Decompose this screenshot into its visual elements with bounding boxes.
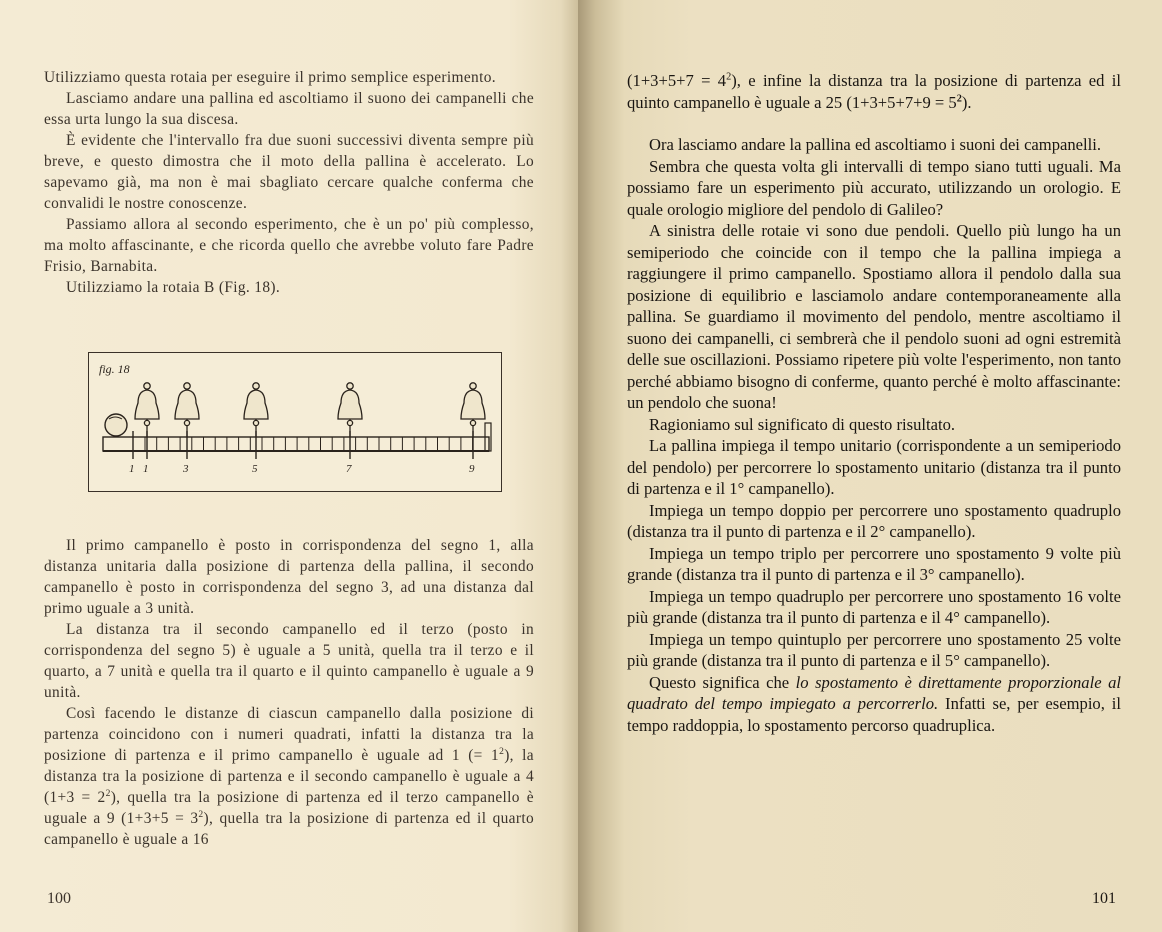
text-run: (1+3+5+7 = 4 xyxy=(627,71,727,90)
left-paragraph: La distanza tra il secondo campanello ed il terzo (posto in corrispondenza del segno 5) è uguale a 5 unità, quella tra il terzo e il quarto, a 7 unità e quella tra il quarto e il quinto campanello è uguale a 9 unità. xyxy=(44,621,534,701)
page-number-left: 100 xyxy=(47,890,71,907)
bell-icon xyxy=(175,383,199,437)
left-paragraph: Utilizziamo la rotaia B (Fig. 18). xyxy=(66,279,281,296)
figure-label: fig. 18 xyxy=(99,362,130,376)
rail-diagram xyxy=(89,353,501,491)
text-run: Così facendo le distanze di ciascun campanello dalla posizione di partenza coincidono con i numeri quadrati, infatti la distanza tra la posizione di partenza e il primo campanello è uguale ad 1 (= 1 xyxy=(44,705,534,764)
superscript: 2 xyxy=(726,71,732,83)
right-paragraph: Ragioniamo sul significato di questo risultato. xyxy=(649,414,956,434)
tick-label: 3 xyxy=(183,463,189,475)
tick-label: 9 xyxy=(469,463,475,475)
left-paragraph: Passiamo allora al secondo esperimento, che è un po' più complesso, ma molto affascinante, e che ricorda quello che avrebbe voluto fare Padre Frisio, Barnabita. xyxy=(44,216,534,275)
text-run: ), quella tra la posizione di partenza ed il terzo campanello è uguale a 9 (1+3+5 = 3 xyxy=(44,789,534,827)
right-paragraph-squares xyxy=(627,70,1121,113)
left-paragraph: È evidente che l'intervallo fra due suoni successivi diventa sempre più breve, e questo dimostra che il moto della pallina è accelerato. Lo sapevamo già, ma non è mai sbagliato cercare qualche conferma che convalidi le nostre conoscenze. xyxy=(44,132,534,212)
tick-label: 1 xyxy=(129,463,135,475)
right-paragraph: Impiega un tempo quadruplo per percorrere uno spostamento 16 volte più grande (distanza tra il punto di partenza e il 4° campanello). xyxy=(627,586,1121,627)
superscript: 2 xyxy=(198,808,204,820)
paragraph-gap xyxy=(627,113,1121,134)
right-paragraph-conclusion xyxy=(627,672,1121,737)
left-paragraph: Il primo campanello è posto in corrispondenza del segno 1, alla distanza unitaria dalla posizione di partenza della pallina, il secondo campanello è posto in corrispondenza del segno 3, ad una distanza dal primo uguale a 3 unità. xyxy=(44,537,534,617)
right-text xyxy=(627,70,1121,736)
left-paragraph-squares xyxy=(44,703,534,850)
right-paragraph: Impiega un tempo triplo per percorrere uno spostamento 9 volte più grande (distanza tra il punto di partenza e il 3° campanello). xyxy=(627,543,1121,584)
rail-segments xyxy=(145,437,473,451)
text-run: ), la distanza tra la posizione di partenza e il secondo campanello è uguale a 4 (1+3 = 2 xyxy=(44,747,534,806)
right-paragraph: Ora lasciamo andare la pallina ed ascoltiamo i suoni dei campanelli. xyxy=(649,135,1102,154)
bells xyxy=(135,383,485,437)
left-paragraph: Lasciamo andare una pallina ed ascoltiamo il suono dei campanelli che essa urta lungo la sua discesa. xyxy=(44,90,534,128)
figure-18 xyxy=(88,352,502,492)
tick-marks xyxy=(133,431,473,459)
tick-label: 5 xyxy=(252,463,258,475)
text-run: ), e infine la distanza tra la posizione di partenza ed il quinto campanello è uguale a 25 (1+3+5+7+9 = 5 xyxy=(627,71,1121,112)
superscript: 2 xyxy=(499,745,505,757)
page-number-right: 101 xyxy=(1092,890,1116,907)
bell-icon xyxy=(244,383,268,437)
superscript: 2 xyxy=(105,787,111,799)
right-paragraph: A sinistra delle rotaie vi sono due pendoli. Quello più lungo ha un semiperiodo che coincide con il tempo che la pallina impiega a raggiungere il primo campanello. Spostiamo allora il pendolo dalla sua posizione di equilibrio e lasciamolo andare contemporaneamente alla pallina. Se guardiamo il movimento del pendolo, mentre ascoltiamo il suono dei campanelli, ci sembrerà che il pendolo suoni ad ogni estremità delle sue oscillazioni. Possiamo ripetere più volte l'esperimento, non tanto perché abbiamo bisogno di conferme, quanto perché è molto affascinante: un pendolo che suona! xyxy=(627,221,1121,412)
right-paragraph: La pallina impiega il tempo unitario (corrispondente a un semiperiodo del pendolo) per percorrere lo spostamento unitario (distanza tra il punto di partenza e il 1° campanello). xyxy=(627,436,1121,498)
bell-icon xyxy=(461,383,485,437)
tick-label: 7 xyxy=(346,463,352,475)
right-paragraph: Impiega un tempo quintuplo per percorrere uno spostamento 25 volte più grande (distanza tra il punto di partenza e il 5° campanello). xyxy=(627,629,1121,670)
bell-icon xyxy=(338,383,362,437)
italic-statement: lo spostamento è direttamente proporzionale al quadrato del tempo impiegato a percorrerlo. xyxy=(627,672,1121,713)
text-run: ). xyxy=(961,92,972,112)
right-paragraph: Impiega un tempo doppio per percorrere uno spostamento quadruplo (distanza tra il punto di partenza e il 2° campanello). xyxy=(627,500,1121,541)
left-paragraph: Utilizziamo questa rotaia per eseguire il primo semplice esperimento. xyxy=(44,69,496,86)
text-run: Infatti se, per esempio, il tempo raddoppia, lo spostamento percorso quadruplica. xyxy=(627,694,1121,735)
left-text-bottom xyxy=(44,535,534,850)
left-text-top xyxy=(44,67,534,298)
tick-label: 1 xyxy=(143,463,149,475)
text-run: Questo significa che xyxy=(649,672,796,692)
rail xyxy=(103,437,489,451)
superscript: 2 xyxy=(956,92,962,104)
bell-icon xyxy=(135,383,159,437)
right-paragraph: Sembra che questa volta gli intervalli di tempo siano tutti uguali. Ma possiamo fare un esperimento più accurato, utilizzando un orologio. E quale orologio migliore del pendolo di Galileo? xyxy=(627,156,1121,219)
text-run: ), quella tra la posizione di partenza ed il quarto campanello è uguale a 16 xyxy=(44,810,534,848)
